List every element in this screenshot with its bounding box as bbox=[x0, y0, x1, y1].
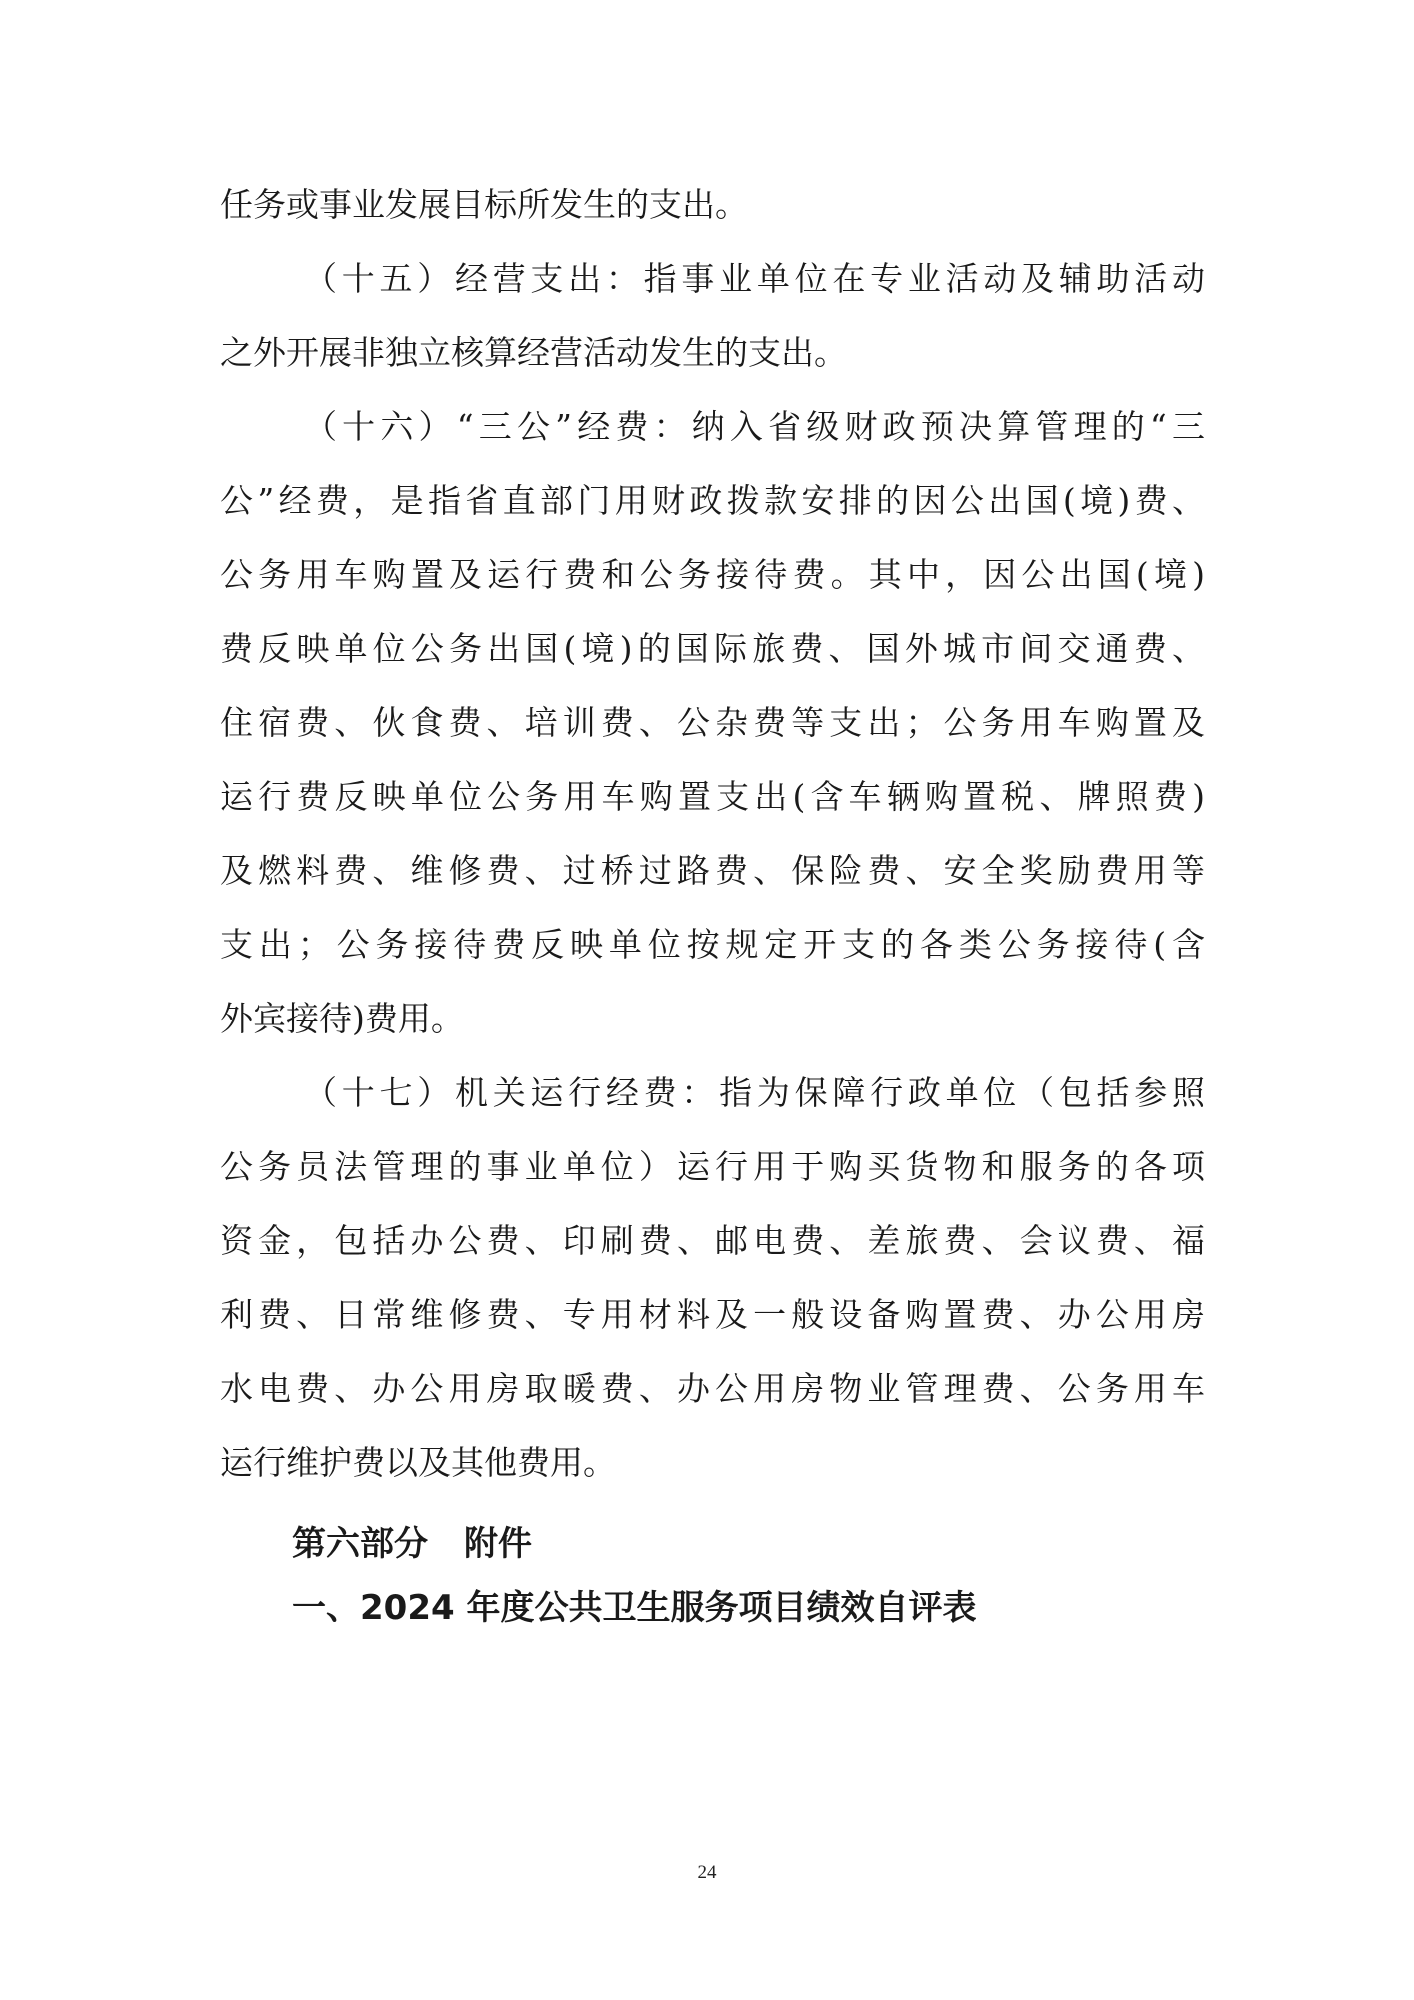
text-line: 资金，包括办公费、印刷费、邮电费、差旅费、会议费、福 bbox=[220, 1221, 1205, 1260]
text-line: 水电费、办公用房取暖费、办公用房物业管理费、公务用车 bbox=[220, 1369, 1205, 1408]
text-line: 之外开展非独立核算经营活动发生的支出。 bbox=[220, 333, 847, 372]
paragraph-item-16 bbox=[220, 390, 1205, 1056]
text-line: 运行费反映单位公务用车购置支出(含车辆购置税、牌照费) bbox=[220, 777, 1205, 816]
text-line: 运行维护费以及其他费用。 bbox=[220, 1443, 616, 1482]
paragraph-continued bbox=[220, 168, 1205, 242]
text-line: 任务或事业发展目标所发生的支出。 bbox=[220, 185, 748, 224]
text-line: 住宿费、伙食费、培训费、公杂费等支出；公务用车购置及 bbox=[220, 703, 1205, 742]
part-title: 附件 bbox=[464, 1524, 532, 1564]
paragraph-item-17 bbox=[220, 1056, 1205, 1500]
text-line: 及燃料费、维修费、过桥过路费、保险费、安全奖励费用等 bbox=[220, 851, 1205, 890]
text-line: 费反映单位公务出国(境)的国际旅费、国外城市间交通费、 bbox=[220, 629, 1205, 668]
text-line: 利费、日常维修费、专用材料及一般设备购置费、办公用房 bbox=[220, 1295, 1205, 1334]
part-label: 第六部分 bbox=[292, 1524, 428, 1564]
page-number: 24 bbox=[697, 1862, 717, 1883]
appendix-section bbox=[292, 1512, 976, 1640]
text-line: （十七）机关运行经费：指为保障行政单位（包括参照 bbox=[304, 1073, 1205, 1112]
text-line: 公务员法管理的事业单位）运行用于购买货物和服务的各项 bbox=[220, 1147, 1205, 1186]
text-line: （十六）“三公”经费：纳入省级财政预决算管理的“三 bbox=[304, 407, 1205, 446]
text-line: 支出；公务接待费反映单位按规定开支的各类公务接待(含 bbox=[220, 925, 1205, 964]
text-line: （十五）经营支出：指事业单位在专业活动及辅助活动 bbox=[304, 259, 1205, 298]
text-line: 公”经费，是指省直部门用财政拨款安排的因公出国(境)费、 bbox=[220, 481, 1205, 520]
section-heading bbox=[292, 1512, 976, 1576]
body-text bbox=[220, 168, 1205, 1500]
text-line: 公务用车购置及运行费和公务接待费。其中，因公出国(境) bbox=[220, 555, 1205, 594]
paragraph-item-15 bbox=[220, 242, 1205, 390]
text-line: 外宾接待)费用。 bbox=[220, 999, 464, 1038]
section-subtitle: 一、2024 年度公共卫生服务项目绩效自评表 bbox=[292, 1588, 977, 1628]
